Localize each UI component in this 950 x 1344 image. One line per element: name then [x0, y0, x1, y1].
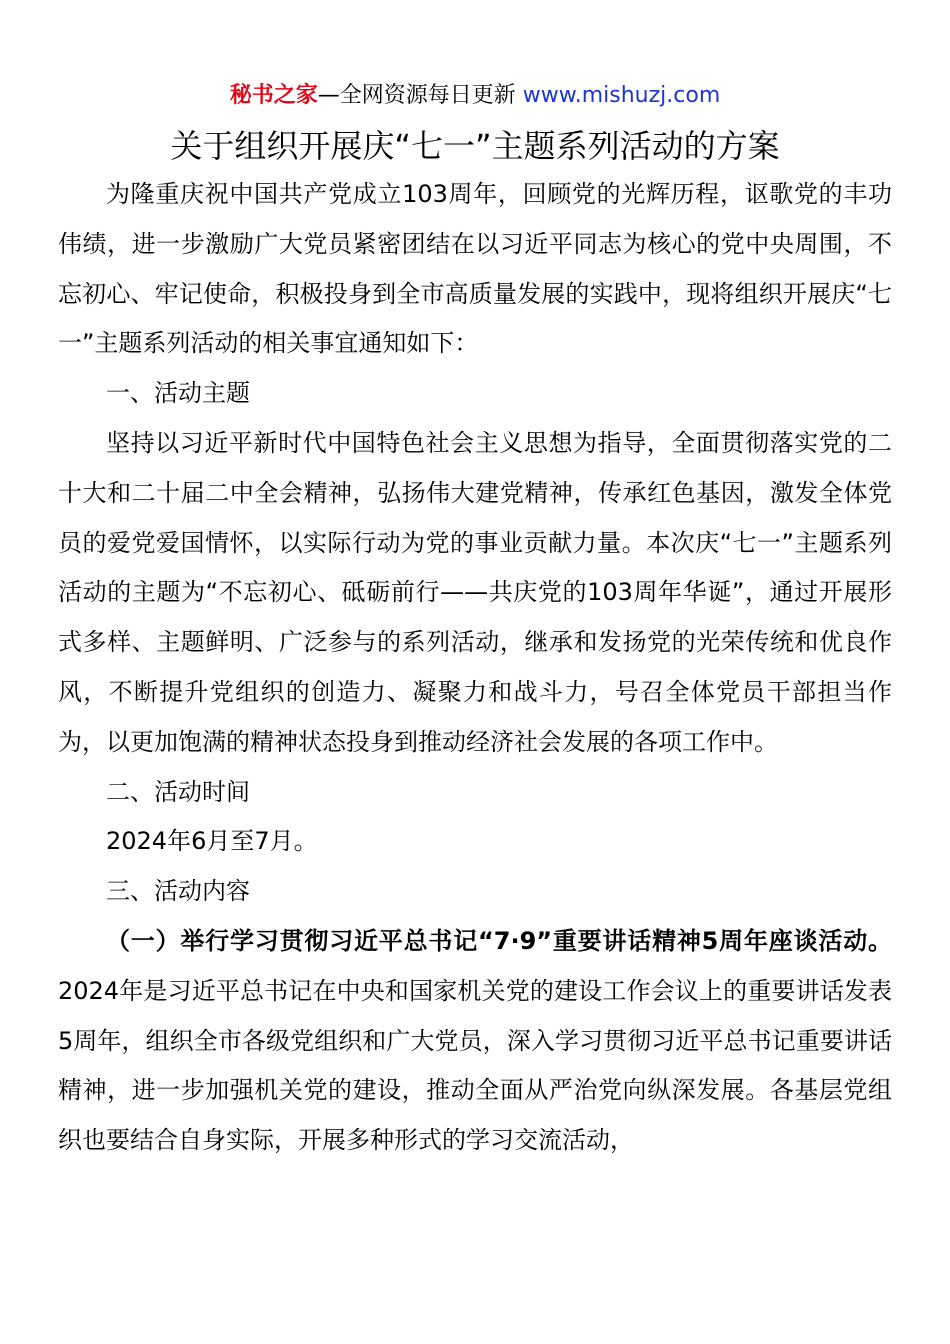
- site-banner: [0, 80, 950, 112]
- section-heading-time: 二、活动时间: [106, 777, 250, 806]
- intro-paragraph: 为隆重庆祝中国共产党成立103周年，回顾党的光辉历程，讴歌党的丰功伟绩，进一步激励广大党员紧密团结在以习近平同志为核心的党中央周围，不忘初心、牢记使命，积极投身到全市高质量发展的实践中，现将组织开展庆“七一”主题系列活动的相关事宜通知如下：: [58, 180, 892, 358]
- section-heading-content: 三、活动内容: [106, 877, 250, 906]
- brand-name: 秘书之家: [229, 83, 318, 108]
- content-item-1-heading: （一）举行学习贯彻习近平总书记“7·9”重要讲话精神5周年座谈活动。: [106, 926, 892, 955]
- banner-tagline: —全网资源每日更新: [317, 83, 516, 108]
- section-heading-theme: 一、活动主题: [106, 379, 250, 408]
- content-item-1-text: 2024年是习近平总书记在中央和国家机关党的建设工作会议上的重要讲话发表5周年，组织全市各级党组织和广大党员，深入学习贯彻习近平总书记重要讲话精神，进一步加强机关党的建设，推动全面从严治党向纵深发展。各基层党组织也要结合自身实际，开展多种形式的学习交流活动，: [58, 976, 892, 1155]
- document-title: 关于组织开展庆“七一”主题系列活动的方案: [170, 127, 780, 165]
- content-item-1: [58, 917, 892, 1166]
- site-url-link[interactable]: www.mishuzj.com: [522, 83, 721, 108]
- theme-paragraph: 坚持以习近平新时代中国特色社会主义思想为指导，全面贯彻落实党的二十大和二十届二中全会精神，弘扬伟大建党精神，传承红色基因，激发全体党员的爱党爱国情怀，以实际行动为党的事业贡献力量。本次庆“七一”主题系列活动的主题为“不忘初心、砥砺前行——共庆党的103周年华诞”，通过开展形式多样、主题鲜明、广泛参与的系列活动，继承和发扬党的光荣传统和优良作风，不断提升党组织的创造力、凝聚力和战斗力，号召全体党员干部担当作为，以更加饱满的精神状态投身到推动经济社会发展的各项工作中。: [58, 428, 892, 756]
- time-paragraph: 2024年6月至7月。: [106, 827, 318, 856]
- document-body: [58, 170, 892, 1166]
